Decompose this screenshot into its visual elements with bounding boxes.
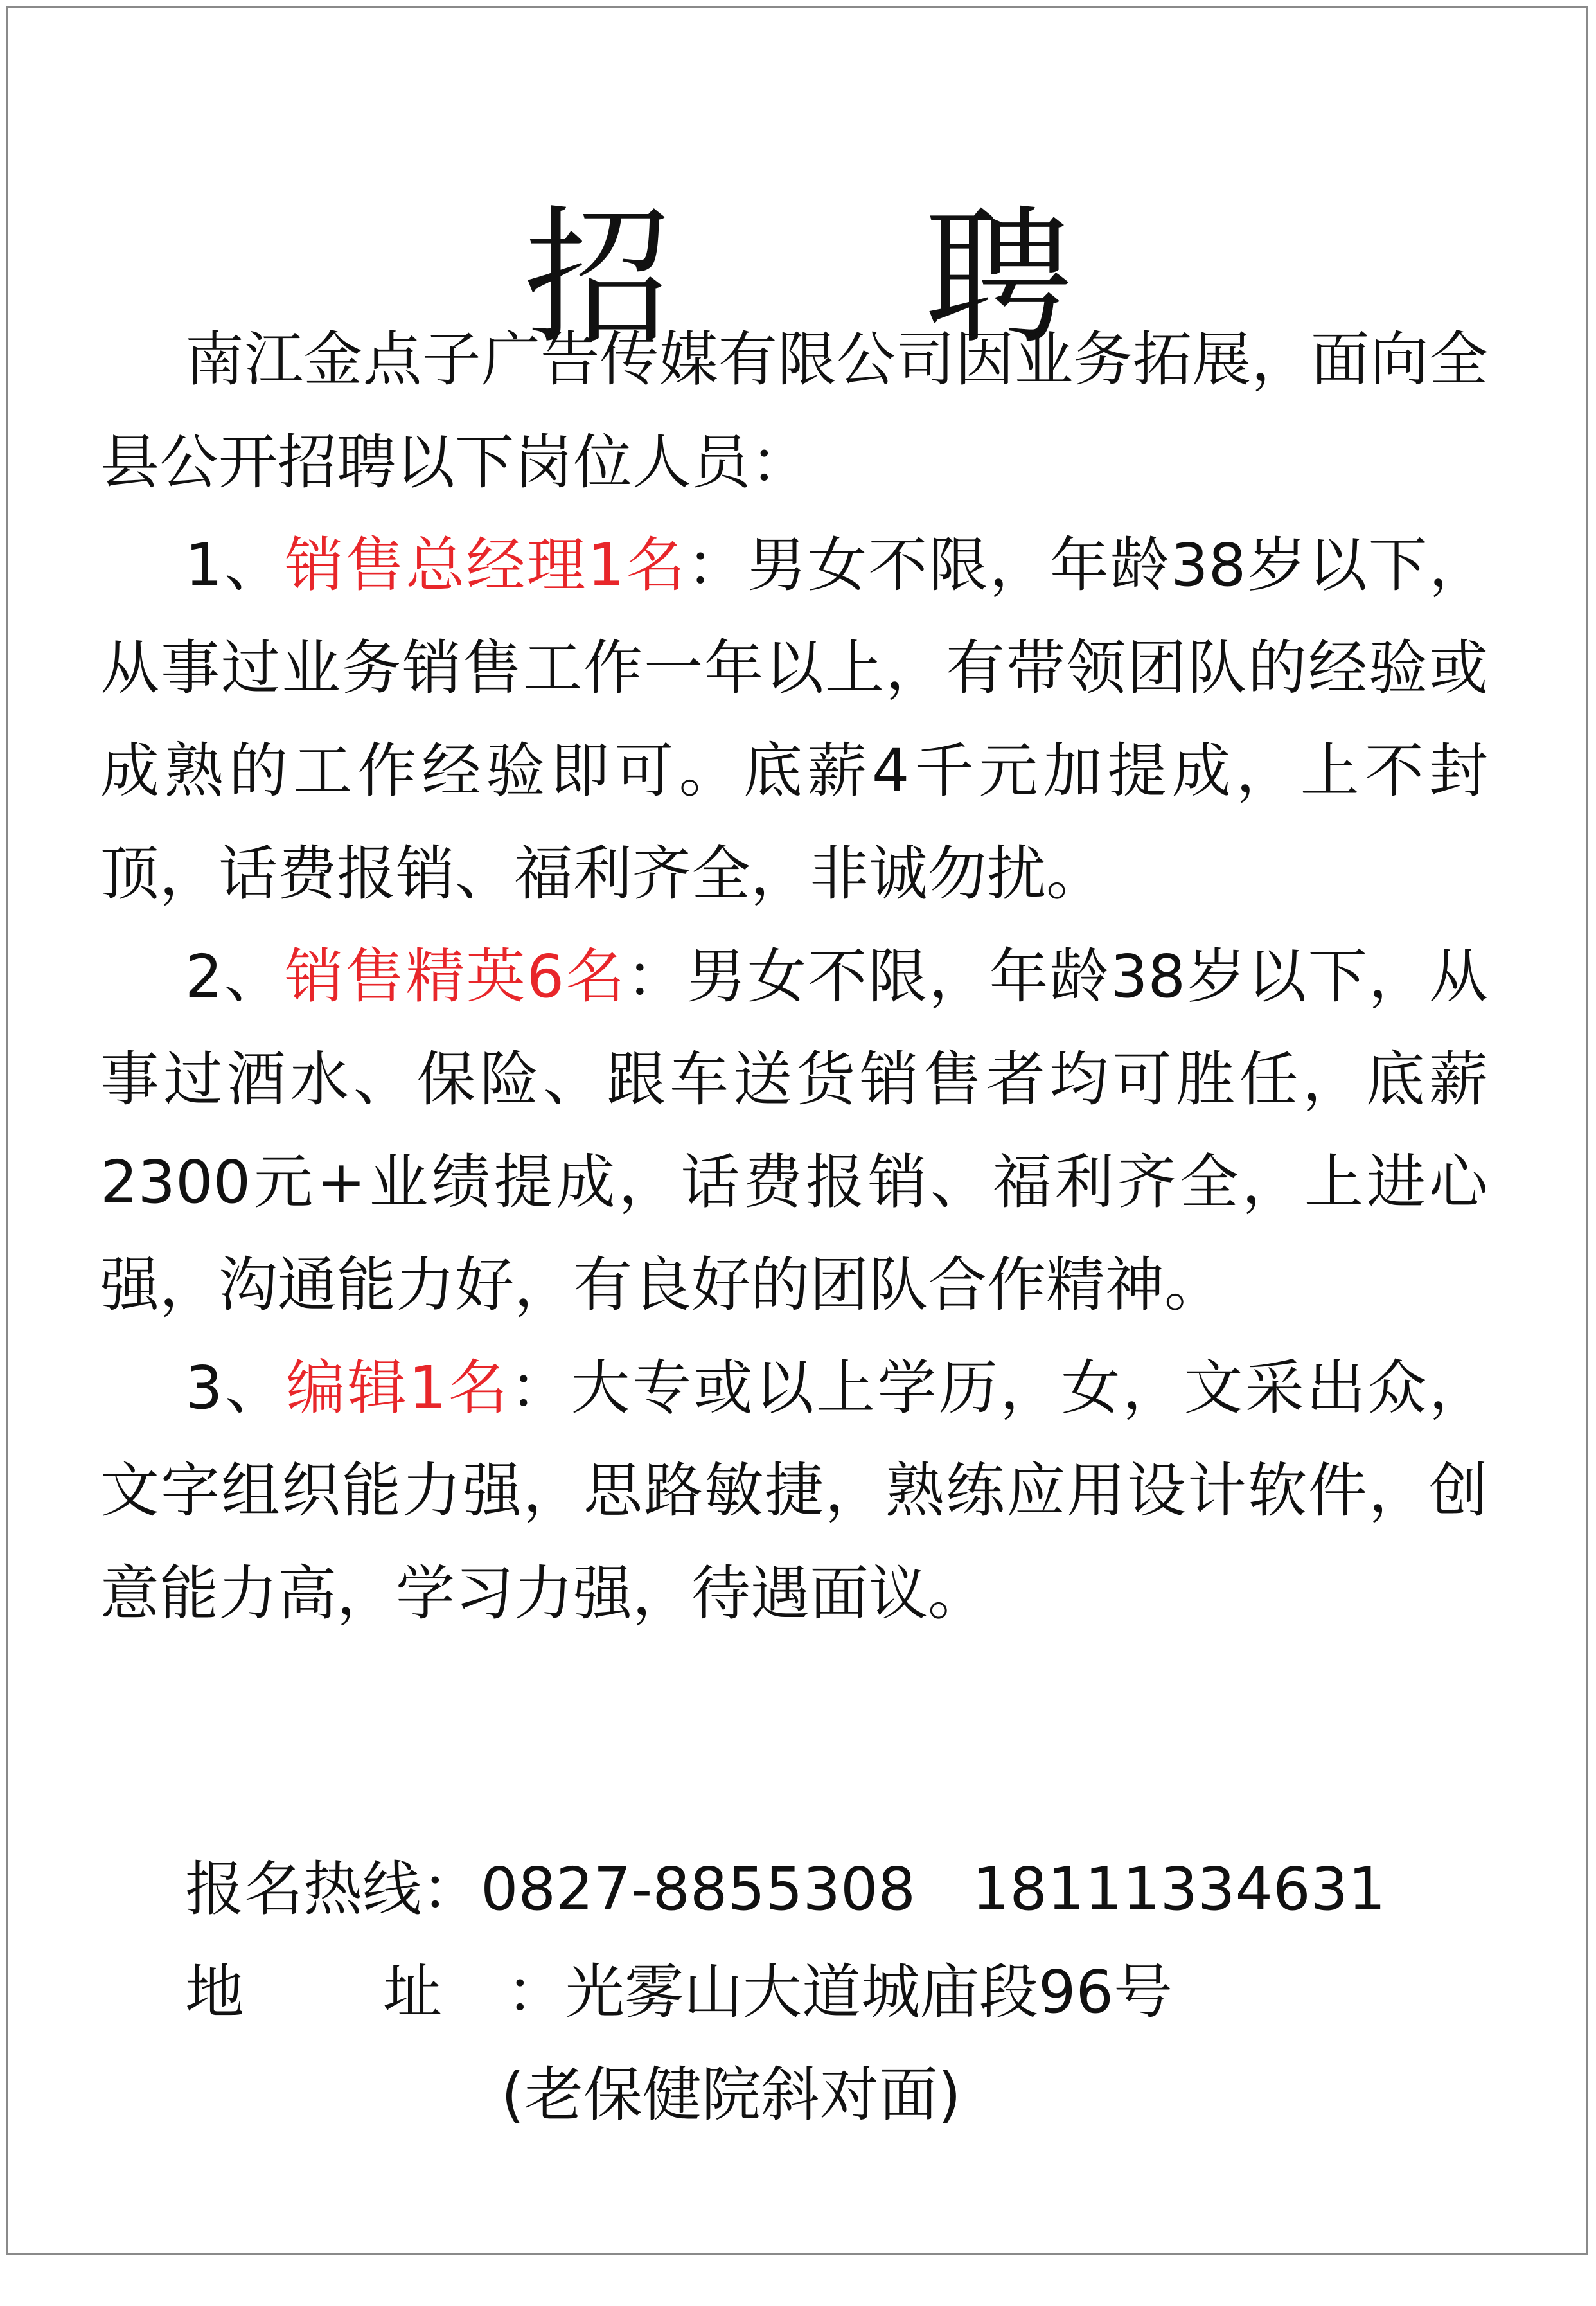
hotline-line (185, 1838, 1534, 1941)
poster-title: 招 聘 (524, 193, 1175, 365)
job-item-3 (100, 1337, 1488, 1645)
job-position: 销售总经理1名 (284, 531, 687, 600)
address-label: 地 址 (185, 1958, 443, 2026)
address-colon: ： (506, 1958, 566, 2026)
contact-section (185, 1838, 1534, 2147)
job-item-2 (100, 925, 1488, 1337)
job-item-1 (100, 514, 1488, 925)
job-number: 2、 (185, 942, 285, 1011)
phone-number-2: 18111334631 (971, 1855, 1386, 1924)
address-line (185, 1941, 1534, 2044)
job-position: 编辑1名 (286, 1354, 510, 1422)
phone-number-1: 0827-8855308 (481, 1855, 916, 1924)
job-position: 销售精英6名 (284, 942, 626, 1011)
hotline-label: 报名热线： (185, 1855, 481, 1924)
job-description: ：男女不限，年龄38岁以下，从事过酒水、保险、跟车送货销售者均可胜任，底薪2300元+业绩提成，话费报销、福利齐全，上进心强，沟通能力好，有良好的团队合作精神。 (100, 942, 1488, 1319)
job-number: 3、 (185, 1354, 287, 1422)
job-number: 1、 (185, 531, 285, 600)
address-note: (老保健院斜对面) (501, 2060, 961, 2129)
job-description: ：男女不限，年龄38岁以下，从事过业务销售工作一年以上，有带领团队的经验或成熟的工作经验即可。底薪4千元加提成，上不封顶，话费报销、福利齐全，非诚勿扰。 (100, 531, 1488, 908)
intro-paragraph: 南江金点子广告传媒有限公司因业务拓展，面向全县公开招聘以下岗位人员： (100, 325, 1488, 497)
address-text: 光雾山大道城庙段96号 (565, 1958, 1173, 2026)
poster-body (100, 308, 1488, 1645)
job-description: ：大专或以上学历，女，文采出众，文字组织能力强，思路敏捷，熟练应用设计软件，创意能力高，学习力强，待遇面议。 (100, 1354, 1488, 1628)
